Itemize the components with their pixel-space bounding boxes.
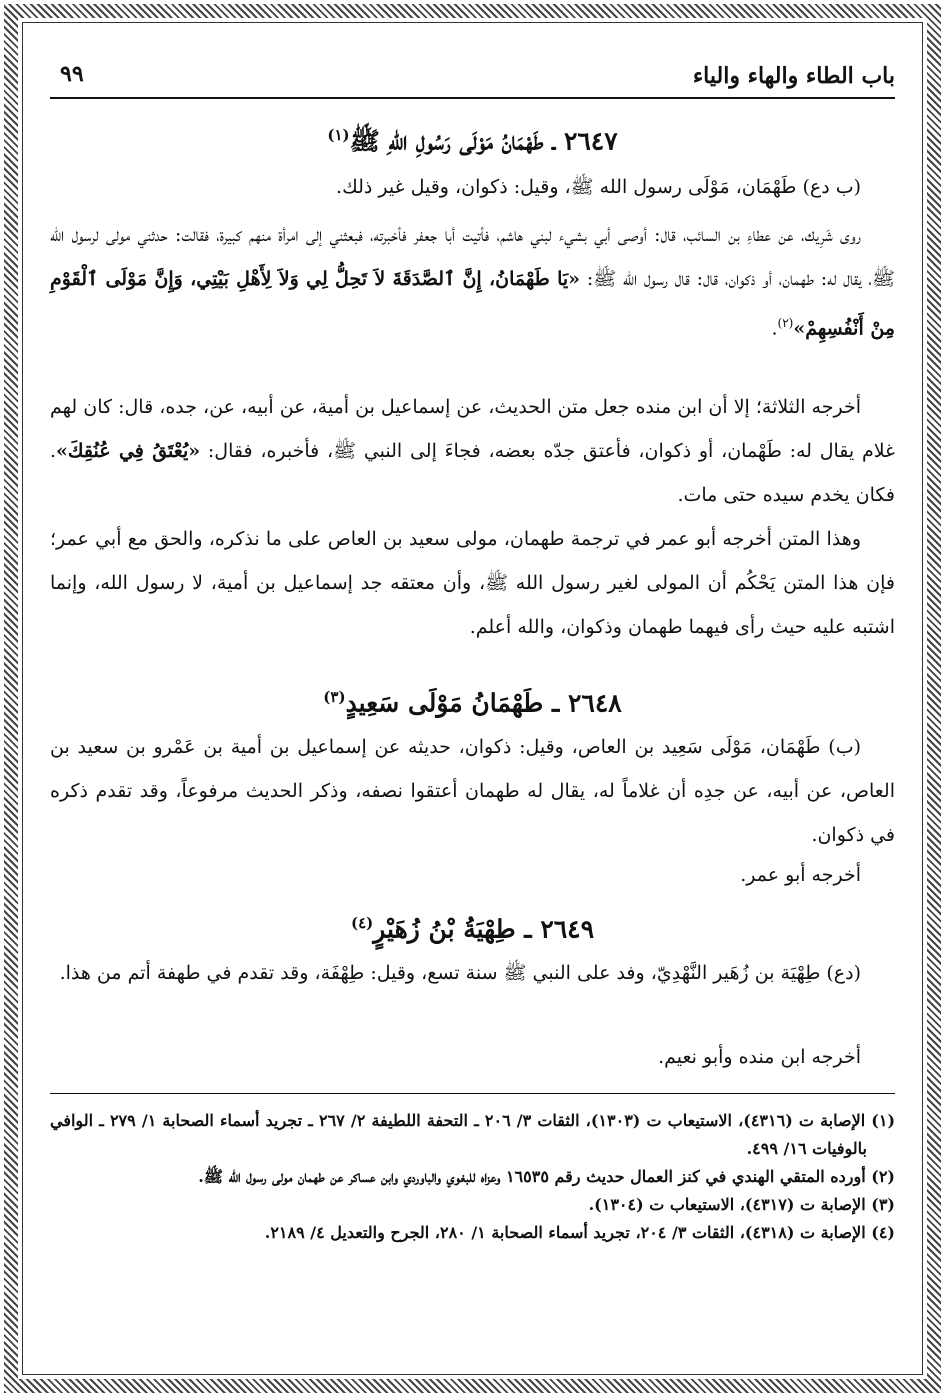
entry-2647-narration: روى شَرِيك، عن عطاءِ بن السائب، قال: أوصى أبي بشيء لبني هاشم، فأتيت أبا جعفر فأخبرته، فبعثني إلى امرأة منهم كبيرة، فقالت: حدثني مولى لرسول الله ﷺ، يقال له: طهمان، أو ذكوان، قال: قال رسول الله ﷺ: «يَا طَهْمَانُ، إِنَّ ٱلصَّدَقَةَ لاَ تَحِلُّ لِي وَلاَ لِأَهْلِ بَيْتِي، وَإِنَّ مَوْلَى ٱلْقَوْمِ مِنْ أَنْفُسِهِمْ»$^{(٢)}$. [50, 224, 895, 340]
footnote-2: (٢) أورده المتقي الهندي في كنز العمال حديث رقم ١٦٥٣٥ وعزاه للبغوي والباوردي وابن عساكر عن طهمان مولى رسول الله ﷺ. [198, 1167, 895, 1186]
footnote-4: (٤) الإصابة ت (٤٣١٨)، الثقات ٣/ ٢٠٤، تجريد أسماء الصحابة ١/ ٢٨٠، الجرح والتعديل ٤/ ٢١٨٩. [264, 1223, 895, 1242]
entry-2649-takhrij: أخرجه ابن منده وأبو نعيم. [658, 1046, 861, 1068]
short-quote: «يُعْتَقُ فِي عُنُقِكَ» [56, 440, 201, 462]
entry-2647-commentary: وهذا المتن أخرجه أبو عمر في ترجمة طهمان، مولى سعيد بن العاص على ما نذكره، والحق مع أبي عمر؛ فإن هذا المتن يَحْكُم أن المولى لغير رسول الله ﷺ، وأن معتقه جد إسماعيل بن أمية، لا رسول الله، وإنما اشتبه عليه حيث رأى فيهما طهمان وذكوان، والله أعلم. [50, 528, 895, 638]
entry-2647-intro: (ب دع) طَهْمَان، مَوْلَى رسول الله ﷺ، وقيل: ذكوان، وقيل غير ذلك. [336, 176, 861, 198]
entry-2647-takhrij: أخرجه الثلاثة؛ إلا أن ابن منده جعل متن الحديث، عن إسماعيل بن أمية، عن أبيه، عن، جده، قال: كان لهم غلام يقال له: طَهْمان، أو ذكوان، فأعتق جدّه بعضه، فجاءَ إلى النبي ﷺ، فأخبره، فقال: «يُعْتَقُ فِي عُنُقِكَ». فكان يخدم سيده حتى مات. [50, 396, 895, 506]
entry-2648-text: (ب) طَهْمَان، مَوْلَى سَعِيد بن العاص، وقيل: ذكوان، حديثه عن إسماعيل بن أمية بن عَمْرو بن سعيد بن العاص، عن أبيه، عن جدِه أن غلاماً له، يقال له طهمان أعتقوا نصفه، وذكر الحديث مرفوعاً، وقد تقدم ذكره في ذكوان. [50, 736, 895, 846]
footnote-1: (١) الإصابة ت (٤٣١٦)، الاستيعاب ت (١٣٠٣)، الثقات ٣/ ٢٠٦ ـ التحفة اللطيفة ٢/ ٢٦٧ ـ تجريد أسماء الصحابة ١/ ٢٧٩ ـ الوافي بالوفيات ١٦/ ٤٩٩. [50, 1111, 896, 1158]
footnote-3: (٣) الإصابة ت (٤٣١٧)، الاستيعاب ت (١٣٠٤). [588, 1195, 895, 1214]
running-title: باب الطاء والهاء والياء [692, 63, 895, 89]
entry-title-2648: ٢٦٤٨ ـ طَهْمَانُ مَوْلَى سَعِيدٍ$^{(٣)}$ [323, 688, 622, 718]
entry-2649-text: (دع) طِهْيَة بن زُهَير النَّهْدِيّ، وفد على النبي ﷺ سنة تسع، وقيل: طِهْفَة، وقد تقدم في طهفة أتم من هذا. [59, 962, 861, 984]
page-number: ٩٩ [60, 61, 84, 87]
entry-title-2647: ٢٦٤٧ ـ طَهْمَانُ مَوْلَى رَسُولِ اللهِ ﷺ$^{(١)}$ [327, 126, 618, 156]
book-page [50, 55, 895, 1355]
entry-title-2649: ٢٦٤٩ ـ طِهْيَةُ بْنُ زُهَيْرٍ$^{(٤)}$ [350, 914, 595, 944]
hadith-quote: «يَا طَهْمَانُ، إِنَّ ٱلصَّدَقَةَ لاَ تَحِلُّ لِي وَلاَ لِأَهْلِ بَيْتِي، وَإِنَّ مَوْلَى ٱلْقَوْمِ مِنْ أَنْفُسِهِمْ» [50, 268, 895, 340]
footnote-divider [50, 1093, 895, 1094]
entry-2648-takhrij: أخرجه أبو عمر. [740, 864, 861, 886]
footnotes [50, 1107, 895, 1247]
page-header [50, 55, 895, 99]
